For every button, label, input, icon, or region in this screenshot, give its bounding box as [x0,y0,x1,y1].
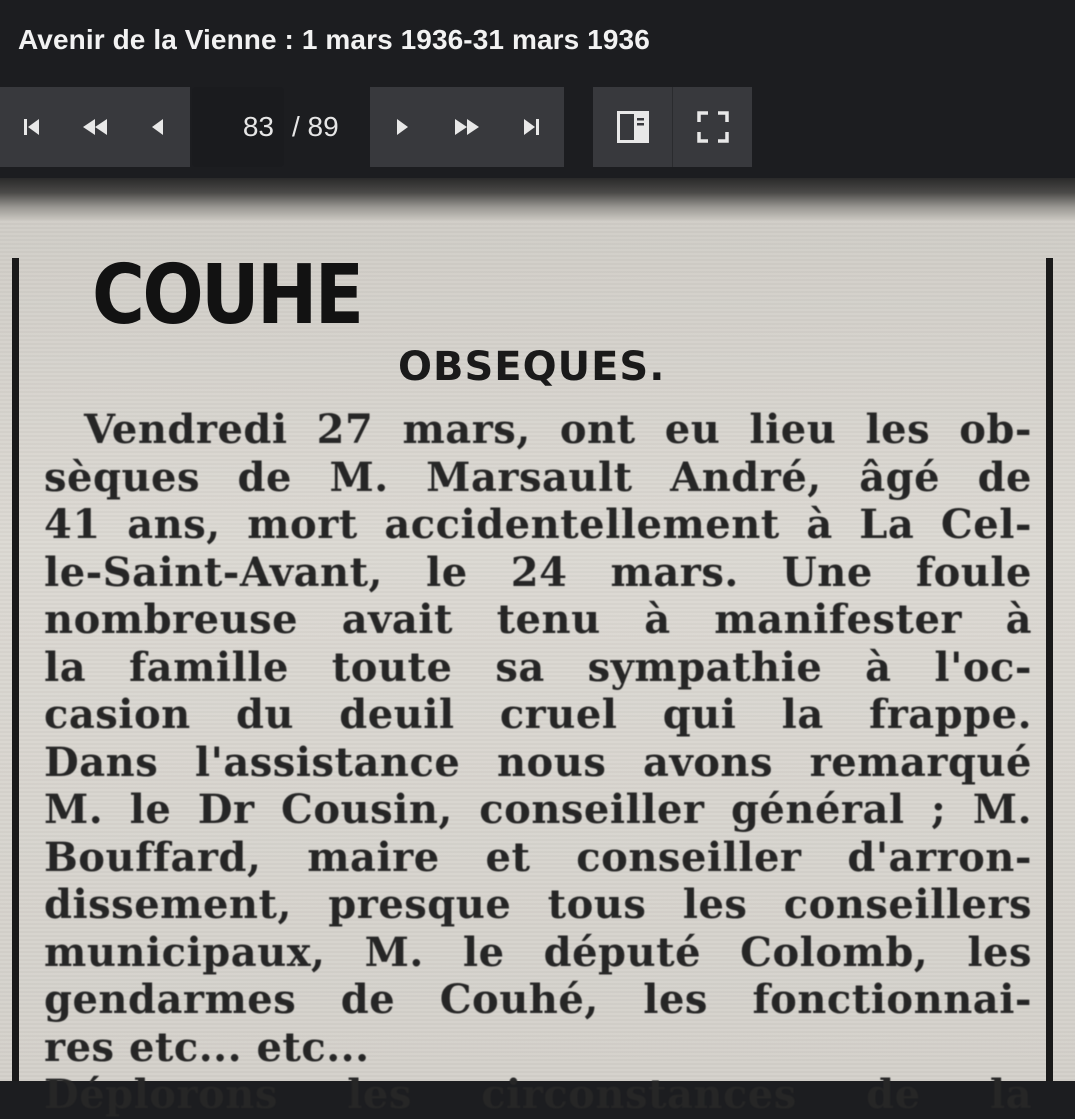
first-page-icon [21,116,43,138]
article-headline: COUHE [92,248,362,343]
article-body [44,406,1032,1119]
article-line: res etc... etc... [44,1023,370,1071]
document-viewer[interactable] [0,178,1075,1118]
sidebar-toggle-icon [616,110,650,144]
first-page-button[interactable] [0,87,63,167]
page-number-input[interactable]: 83 [192,87,284,167]
last-page-icon [520,116,542,138]
next-page-button[interactable] [370,87,435,167]
article-line: le-Saint-Avant, le 24 mars. Une foule [44,548,1032,596]
back-navigation-group [0,87,190,167]
forward-navigation-group [370,87,564,167]
last-page-button[interactable] [499,87,564,167]
page-total: / 89 [292,111,339,142]
rewind-button[interactable] [63,87,126,167]
scan-top-edge [0,178,1075,220]
previous-page-icon [148,116,168,138]
fullscreen-button[interactable] [673,87,752,167]
article-subheading: OBSEQUES. [398,344,666,390]
article-line: nombreuse avait tenu à manifester à [44,596,1032,643]
document-title: Avenir de la Vienne : 1 mars 1936-31 mars 1936 [18,24,650,55]
article-line: gendarmes de Couhé, les fonctionnai- [44,976,1032,1023]
fast-forward-button[interactable] [435,87,500,167]
article-line: dissement, presque tous les conseillers [44,881,1032,928]
sidebar-toggle-button[interactable] [593,87,672,167]
fullscreen-icon [696,110,730,144]
title-bar [0,0,1075,82]
newspaper-scan [0,178,1075,1118]
article-line: municipaux, M. le député Colomb, les [44,928,1032,976]
article-line: casion du deuil cruel qui la frappe. [44,691,1032,738]
previous-page-button[interactable] [126,87,189,167]
viewer-toolbar [0,82,1075,178]
article-line: Vendredi 27 mars, ont eu lieu les ob- [84,406,1032,453]
article-line: Dans l'assistance nous avons remarqué [44,738,1032,786]
article-line: Bouffard, maire et conseiller d'arron- [44,833,1032,881]
article-line: sèques de M. Marsault André, âgé de [44,453,1032,501]
column-rule-left [12,258,19,1081]
rewind-icon [80,116,110,138]
article-line: la famille toute sa sympathie à l'oc- [44,643,1032,691]
column-rule-right [1046,258,1053,1081]
article-line: M. le Dr Cousin, conseiller général ; M. [44,786,1032,833]
article-line: 41 ans, mort accidentellement à La Cel- [44,501,1032,548]
next-page-icon [392,116,412,138]
fast-forward-icon [452,116,482,138]
article-line: Déplorons les circonstances de la [44,1071,1032,1118]
view-options-group [593,87,752,167]
